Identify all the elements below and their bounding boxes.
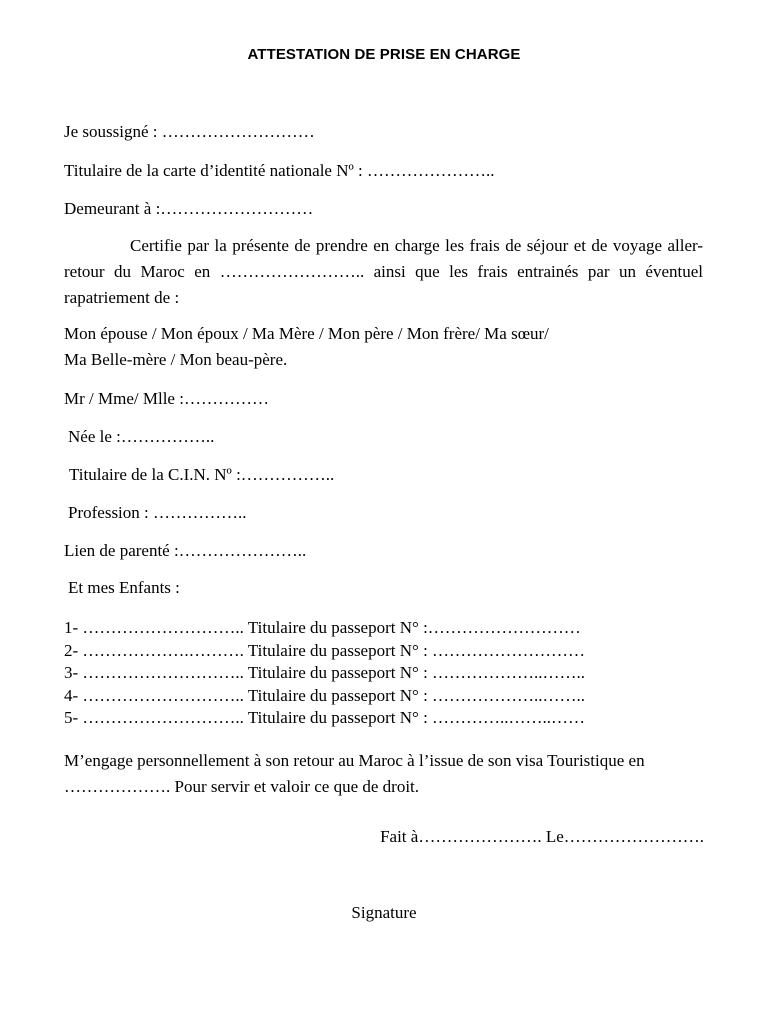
cin-line: Titulaire de la C.I.N. Nº :……………..: [69, 465, 335, 484]
enfants-heading: Et mes Enfants :: [68, 578, 180, 597]
lien-parente-line: Lien de parenté :…………………..: [64, 541, 307, 560]
engagement-paragraph: M’engage personnellement à son retour au Maroc à l’issue de son visa Touristique en ………………. Pour servir et valoir ce que de droit.: [64, 751, 645, 796]
children-list: [64, 617, 714, 730]
child-item: 4- ……………………….. Titulaire du passeport N° : ………………..……..: [64, 685, 586, 705]
certification-paragraph: Certifie par la présente de prendre en charge les frais de séjour et de voyage aller-retour du Maroc en …………………….. ainsi que les frais entrainés par un éventuel rapatriement de :: [64, 236, 703, 307]
profession-line: Profession : ……………..: [68, 503, 247, 522]
child-item: 3- ……………………….. Titulaire du passeport N° : ………………..……..: [64, 663, 586, 682]
demeurant-line: Demeurant à :………………………: [64, 199, 314, 218]
carte-identite-line: Titulaire de la carte d’identité nationale Nº : …………………..: [64, 161, 495, 180]
civilite-line: Mr / Mme/ Mlle :……………: [64, 389, 269, 408]
relations-line-2: Ma Belle-mère / Mon beau-père.: [64, 350, 288, 369]
child-item: 5- ……………………….. Titulaire du passeport N° : …………..……..……: [64, 708, 586, 727]
date-naissance-line: Née le :……………..: [68, 427, 215, 446]
child-item: 1- ……………………….. Titulaire du passeport N° :………………………: [64, 618, 581, 637]
signature-label: Signature: [351, 903, 417, 922]
relations-line-1: Mon épouse / Mon époux / Ma Mère / Mon père / Mon frère/ Ma sœur/: [64, 324, 549, 343]
document-title: ATTESTATION DE PRISE EN CHARGE: [247, 46, 521, 63]
fait-a-line: Fait à…………………. Le…………………….: [380, 827, 704, 846]
child-item: 2- ……………….………. Titulaire du passeport N° : ………………………: [64, 640, 586, 660]
soussigne-line: Je soussigné : ………………………: [64, 122, 315, 141]
